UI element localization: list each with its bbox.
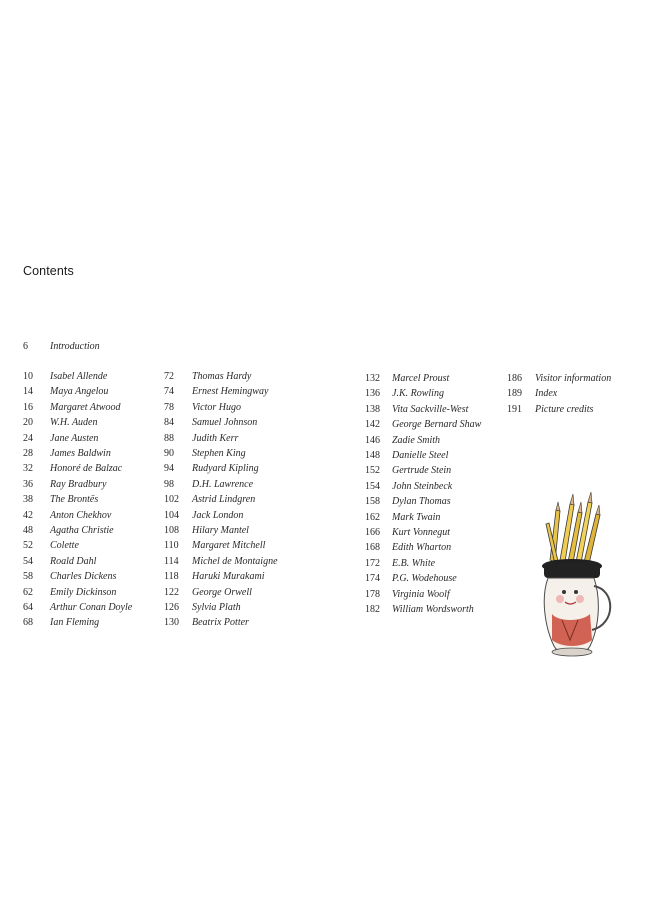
toc-entry[interactable] [164,461,259,476]
toc-title: Anton Chekhov [50,509,112,521]
toc-title: Rudyard Kipling [192,463,259,475]
pencil-jug-illustration [532,490,622,665]
toc-entry[interactable] [365,494,451,509]
toc-entry[interactable] [23,508,111,523]
toc-page-number: 20 [23,417,33,429]
toc-page-number: 186 [507,373,522,384]
toc-page-number: 152 [365,465,380,477]
toc-entry[interactable] [164,431,238,446]
toc-entry[interactable] [23,431,98,446]
toc-page-number: 72 [164,371,174,382]
toc-title: D.H. Lawrence [192,478,254,490]
toc-entry[interactable] [365,402,468,417]
toc-entry[interactable] [164,538,265,553]
toc-title: Arthur Conan Doyle [50,602,133,613]
toc-entry[interactable] [365,525,450,540]
toc-title: Ian Fleming [50,617,100,629]
toc-entry[interactable] [365,602,474,617]
toc-title: Visitor information [535,373,612,384]
toc-page-number: 191 [507,403,522,415]
toc-entry[interactable] [507,402,593,417]
toc-title: James Baldwin [50,448,111,459]
toc-title: Virginia Woolf [392,588,450,600]
toc-title: P.G. Wodehouse [392,573,457,585]
toc-entry[interactable] [507,371,611,386]
toc-title: Hilary Mantel [192,525,249,536]
toc-entry[interactable] [164,615,249,630]
page-title: Contents [23,264,74,278]
toc-page-number: 14 [23,386,33,398]
toc-entry[interactable] [365,386,444,401]
toc-page-number: 28 [23,448,33,459]
toc-entry[interactable] [23,600,132,615]
toc-page-number: 122 [164,586,179,598]
toc-entry[interactable] [365,448,448,463]
toc-title: E.B. White [392,557,436,569]
toc-page-number: 168 [365,542,380,554]
toc-entry[interactable] [365,479,452,494]
toc-entry[interactable] [23,384,108,399]
toc-title: Maya Angelou [50,386,109,398]
toc-page-number: 62 [23,586,33,598]
toc-title: Jane Austen [50,432,99,444]
toc-page-number: 154 [365,480,380,492]
toc-page-number: 102 [164,494,179,506]
toc-title: Michel de Montaigne [192,555,278,567]
toc-page-number: 104 [164,509,179,521]
toc-page-number: 158 [365,496,380,508]
toc-title: Margaret Atwood [50,401,121,413]
toc-title: George Orwell [192,586,252,598]
toc-page-number: 64 [23,602,33,613]
toc-page-number: 88 [164,432,174,444]
toc-page-number: 54 [23,555,33,567]
toc-entry[interactable] [164,600,241,615]
toc-page-number: 24 [23,432,33,444]
toc-page-number: 78 [164,401,174,413]
toc-entry[interactable] [23,554,96,569]
toc-page-number: 138 [365,403,380,415]
toc-title: Honoré de Balzac [50,463,123,475]
toc-entry[interactable] [365,587,450,602]
toc-page-number: 146 [365,434,380,446]
toc-entry[interactable] [164,477,253,492]
toc-entry[interactable] [164,384,268,399]
toc-title: Dylan Thomas [392,496,451,508]
toc-title: Danielle Steel [392,450,449,461]
toc-page-number: 162 [365,511,380,523]
toc-title: The Brontës [50,494,99,506]
toc-entry[interactable] [164,585,252,600]
toc-page-number: 148 [365,450,380,461]
toc-entry[interactable] [23,446,111,461]
toc-entry[interactable] [23,415,98,430]
toc-page-number: 36 [23,478,33,490]
toc-title: Isabel Allende [50,371,108,382]
toc-title: Victor Hugo [192,401,241,413]
toc-page-number: 32 [23,463,33,475]
toc-entry[interactable] [507,386,557,401]
toc-page-number: 166 [365,527,380,538]
toc-entry[interactable] [365,463,451,478]
toc-page-number: 136 [365,388,380,400]
toc-title: Picture credits [535,403,594,415]
toc-page-number: 182 [365,604,380,615]
toc-page-number: 108 [164,525,179,536]
toc-title: Introduction [50,341,100,352]
toc-title: Edith Wharton [392,542,452,554]
toc-page-number: 90 [164,448,174,459]
toc-entry[interactable] [164,446,246,461]
toc-title: Ernest Hemingway [192,386,269,398]
toc-page-number: 174 [365,573,380,585]
toc-entry[interactable] [164,554,278,569]
toc-page-number: 178 [365,588,380,600]
toc-entry[interactable] [23,615,99,630]
toc-title: Stephen King [192,448,246,459]
toc-entry[interactable] [23,400,120,415]
toc-title: Emily Dickinson [50,586,117,598]
toc-page-number: 48 [23,525,33,536]
toc-entry[interactable] [23,477,106,492]
toc-title: Zadie Smith [392,434,441,446]
toc-page-number: 10 [23,371,33,382]
toc-title: Kurt Vonnegut [392,527,451,538]
toc-entry[interactable] [23,369,107,384]
pencils-icon [546,492,600,564]
toc-entry[interactable] [23,523,114,538]
toc-page-number: 94 [164,463,174,475]
toc-title: Gertrude Stein [392,465,452,477]
toc-entry[interactable] [164,415,257,430]
toc-entry[interactable] [365,556,435,571]
toc-entry[interactable] [164,569,265,584]
toc-title: Ray Bradbury [50,478,107,490]
toc-title: W.H. Auden [50,417,98,429]
toc-entry[interactable] [365,571,457,586]
toc-page-number: 38 [23,494,33,506]
toc-title: J.K. Rowling [392,388,444,400]
toc-entry[interactable] [23,569,116,584]
toc-title: Thomas Hardy [192,371,252,382]
toc-title: Sylvia Plath [192,602,241,613]
toc-title: Index [535,388,558,400]
toc-entry[interactable] [164,523,249,538]
toc-page-number: 118 [164,571,179,583]
toc-page-number: 98 [164,478,174,490]
toc-title: Charles Dickens [50,571,117,583]
toc-page-number: 52 [23,540,33,552]
toc-page-number: 142 [365,419,380,431]
toc-title: William Wordsworth [392,604,474,615]
toc-page-number: 16 [23,401,33,413]
toc-title: Marcel Proust [392,373,450,384]
toc-page-number: 42 [23,509,33,521]
toc-entry[interactable] [23,585,116,600]
toc-page-number: 130 [164,617,179,629]
toc-title: Agatha Christie [50,525,114,536]
toc-page-number: 114 [164,555,179,567]
toc-page-number: 6 [23,341,28,352]
toc-entry[interactable] [164,400,241,415]
toc-title: Astrid Lindgren [192,494,256,506]
toc-entry[interactable] [23,339,100,354]
toc-page-number: 58 [23,571,33,583]
toc-entry[interactable] [23,461,122,476]
toc-title: Beatrix Potter [192,617,249,629]
toc-entry[interactable] [164,369,251,384]
toc-entry[interactable] [365,371,449,386]
toc-page-number: 172 [365,557,380,569]
toc-title: Margaret Mitchell [192,540,266,552]
toc-title: Haruki Murakami [192,571,265,583]
toc-entry[interactable] [164,492,255,507]
toc-entry[interactable] [23,492,98,507]
toc-title: Jack London [192,509,244,521]
toc-entry[interactable] [365,417,481,432]
toc-page-number: 68 [23,617,33,629]
toc-page-number: 110 [164,540,179,552]
toc-title: Colette [50,540,79,552]
toc-entry[interactable] [365,433,440,448]
toc-entry[interactable] [23,538,79,553]
toc-title: Vita Sackville-West [392,403,469,415]
toc-page-number: 126 [164,602,179,613]
toc-title: John Steinbeck [392,480,453,492]
toc-page-number: 132 [365,373,380,384]
toc-title: Judith Kerr [192,432,239,444]
toc-entry[interactable] [164,508,243,523]
toc-title: Roald Dahl [50,555,97,567]
toc-page-number: 189 [507,388,522,400]
toc-entry[interactable] [365,540,451,555]
toc-page-number: 84 [164,417,174,429]
toc-title: Samuel Johnson [192,417,258,429]
toc-title: George Bernard Shaw [392,419,482,431]
toc-entry[interactable] [365,510,440,525]
toc-title: Mark Twain [392,511,441,523]
toc-page-number: 74 [164,386,174,398]
